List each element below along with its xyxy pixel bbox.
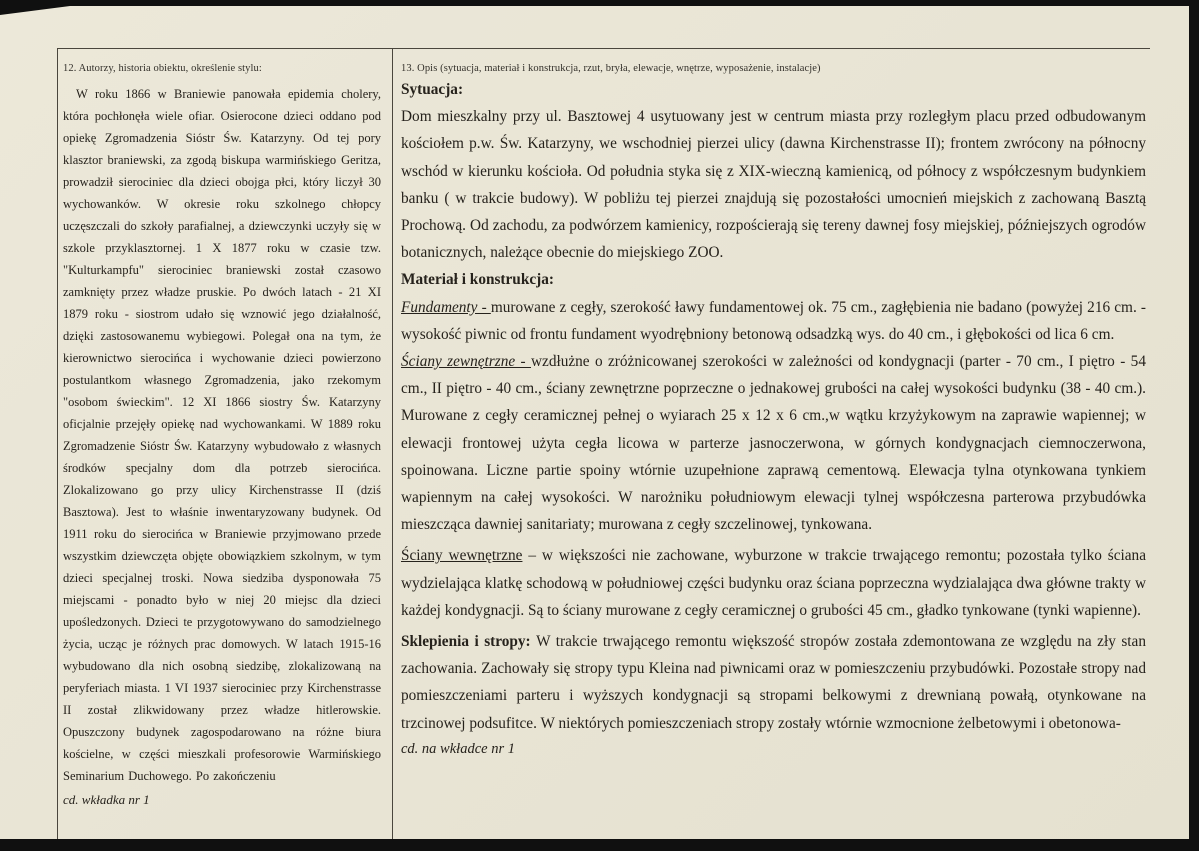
column-divider-line [392, 48, 393, 839]
section-12-continuation-note: cd. wkładka nr 1 [63, 792, 150, 807]
sklepienia-stropy-heading: Sklepienia i stropy: [401, 633, 537, 651]
fundamenty-paragraph [401, 294, 1146, 348]
section-12-history-text: W roku 1866 w Braniewie panowała epidemia cholery, która pochłonęła wiele ofiar. Osierocone dzieci oddano pod opiekę Zgromadzenia Sióstr Św. Katarzyny. Od tej pory klasztor braniewski, za zgodą biskupa warmińskiego Geritza, prowadził sierociniec dla dzieci obojga płci, który liczył 30 wychowanków. W okresie roku szkolnego chłopcy uczęszczali do szkoły parafialnej, a dziewczynki uczyły się w szkole przyklasztornej. 1 X 1877 roku w czasie tzw. "Kulturkampfu" sierociniec braniewski został czasowo zamknięty przez władze pruskie. Po dwóch latach - 21 XI 1879 roku - siostrom udało się wznowić jego działalność, dzięki zastosowanemu wybiegowi. Polegał ona na tym, że kierownictwo sierocińca i wychowanie dzieci powierzono postulantkom własnego Zgromadzenia, jako rzekomym "osobom świeckim". 12 XI 1866 siostry Św. Katarzyny oficjalnie przejęły opiekę nad wychowankami. W 1889 roku Zgromadzenie Sióstr Św. Katarzyny wybudowało z własnych środków specjalny dom dla potrzeb sierocińca. Zlokalizowano go przy ulicy Kirchenstrasse II (dziś Basztowa). Jest to właśnie inwentaryzowany budynek. Od 1911 roku do sierocińca w Braniewie przyjmowano przede wszystkim dziewczęta objęte obowiązkiem szkolnym, w tym dzieci specjalnej troski. Nowa siedziba dysponowała 75 miejscami - ponadto było w niej 20 miejsc dla dzieci upośledzonych. Dzieci te przygotowywano do samodzielnego życia, ucząc je różnych prac domowych. W latach 1915-16 wybudowano dla nich osobną siedzibę, zlokalizowaną na peryferiach miasta. 1 VI 1937 sierociniec przy Kirchenstrasse II został zlikwidowany przez władze hitlerowskie. Opuszczony budynek zagospodarowano na różne biura kościelne, w części mieszkali profesorowie Warmińskiego Seminarium Duchowego. Po zakończeniu [63, 87, 381, 783]
sklepienia-stropy-text: W trakcie trwającego remontu większość stropów została zdemontowana ze względu na zły stan zachowania. Zachowały się stropy typu Kleina nad piwnicami oraz w pomieszczeniu przybudówki. Pozostałe stropy nad pomieszczeniami parteru i wyższych kondygnacji są stropami belkowymi z drewnianą powałą, otynkowane na trzcinowej podsufitce. W niektórych pomieszczeniach stropy zostały wtórnie wzmocnione żelbetowymi i obetonowa- [401, 633, 1146, 732]
sciany-wewnetrzne-label: Ściany wewnętrzne [401, 547, 523, 565]
form-frame-left-line [57, 48, 58, 839]
section-12-column [63, 62, 381, 808]
sytuacja-paragraph [401, 103, 1146, 266]
sytuacja-text: Dom mieszkalny przy ul. Basztowej 4 usytuowany jest w centrum miasta przy rozległym placu przed odbudowanym kościołem p.w. Św. Katarzyny, we wschodniej pierzei ulicy (dawna Kirchenstrasse II); frontem zwrócony na północny wschód w kierunku kościoła. Od południa styka się z XIX-wieczną kamienicą, od północy z współczesnym budynkiem banku ( w trakcie budowy). W pobliżu tej pierzei znajdują się pozostałości umocnień miejskich z zachowaną Basztą Prochową. Od zachodu, za podwórzem kamienicy, rozpościerają się tereny dawnej fosy miejskiej, późniejszych ogrodów botanicznych, należące obecnie do miejskiego ZOO. [401, 108, 1146, 262]
sciany-zewnetrzne-paragraph [401, 348, 1146, 538]
form-frame-top-line [57, 48, 1150, 49]
document-page [0, 6, 1189, 839]
section-12-label: 12. Autorzy, historia obiektu, określenie stylu: [63, 63, 262, 74]
sciany-zewnetrzne-label: Ściany zewnętrzne - [401, 353, 531, 371]
section-13-continuation-note: cd. na wkładce nr 1 [401, 740, 515, 757]
fundamenty-label: Fundamenty - [401, 298, 491, 316]
sciany-wewnetrzne-text: – w większości nie zachowane, wyburzone w trakcie trwającego remontu; pozostała tylko ściana wydzielająca klatkę schodową w południowej części budynku oraz ściana poprzeczna wydzialająca dwa główne trakty w każdej kondygnacji. Są to ściany murowane z cegły ceramicznej o grubości 45 cm., gładko tynkowane (tynki wapienne). [401, 547, 1146, 619]
scan-corner-shadow [0, 6, 70, 15]
sklepienia-stropy-paragraph [401, 628, 1146, 737]
sciany-wewnetrzne-paragraph [401, 542, 1146, 624]
fundamenty-text: murowane z cegły, szerokość ławy fundamentowej ok. 75 cm., zagłębienia nie badano (powyżej 216 cm. - wysokość piwnic od frontu fundament wyodrębniony betonową odsadzką wys. do 40 cm., i głębokości od lica 6 cm. [401, 298, 1146, 343]
sciany-zewnetrzne-text: wzdłużne o zróżnicowanej szerokości w zależności od kondygnacji (parter - 70 cm., I piętro - 54 cm., II piętro - 40 cm., ściany zewnętrzne poprzeczne o jednakowej grubości na całej wysokości budynku (38 - 40 cm.). Murowane z cegły ceramicznej pełnej o wyiarach 25 x 12 x 6 cm.,w wątku krzyżykowym na zaprawie wapiennej; w elewacji frontowej użyta cegła licowa w parterze jasnoczerwona, w górnych kondygnacjach ciemnoczerwona, spoinowana. Liczne partie spoiny wtórnie uzupełnione zaprawą cementową. Elewacja tylna otynkowana tynkiem wapiennym na całej wysokości. W narożniku południowym elewacji tylnej współczesna parterowa przybudówka mieszcząca dawniej sanitariaty; murowana z cegły szczelinowej, tynkowana. [401, 353, 1146, 534]
section-13-label: 13. Opis (sytuacja, materiał i konstrukcja, rzut, bryła, elewacje, wnętrze, wyposażenie, instalacje) [401, 63, 821, 74]
section-13-column [401, 62, 1146, 758]
material-konstrukcja-heading: Materiał i konstrukcja: [401, 271, 554, 289]
sytuacja-heading: Sytuacja: [401, 81, 464, 98]
